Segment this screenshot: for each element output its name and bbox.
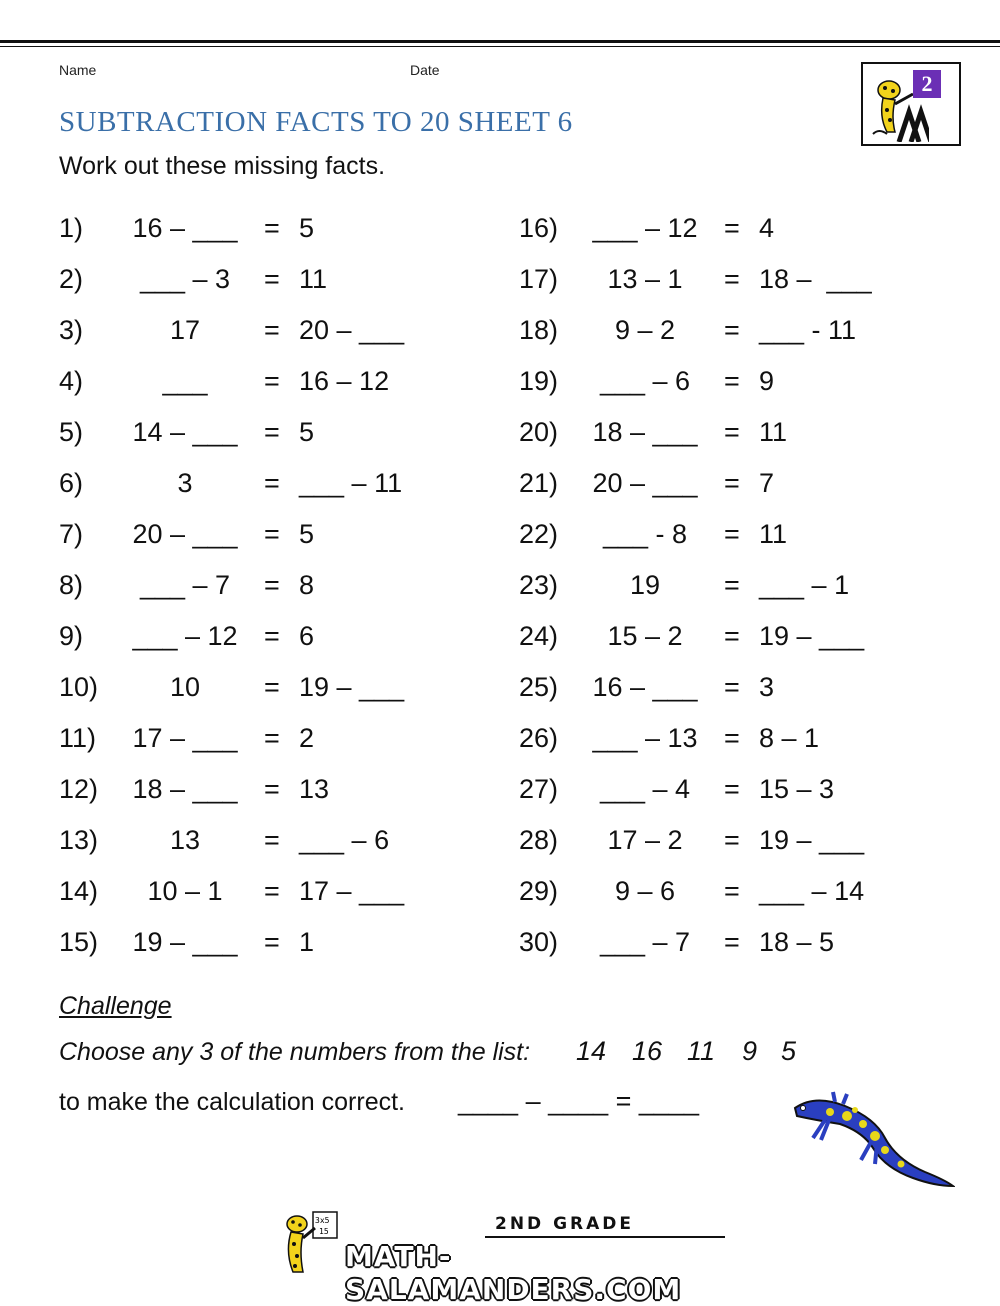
problem-number: 25) bbox=[519, 672, 559, 702]
problem-number: 24) bbox=[519, 621, 559, 651]
problem-left-side: ___ – 7 bbox=[599, 927, 691, 957]
problem-number: 3) bbox=[59, 315, 84, 345]
equals-sign: = bbox=[264, 468, 280, 498]
equals-sign: = bbox=[724, 213, 740, 243]
problem-right-side: 17 – ___ bbox=[299, 876, 405, 906]
problem-right-side: 11 bbox=[759, 519, 788, 549]
equals-sign: = bbox=[724, 570, 740, 600]
equals-sign: = bbox=[724, 417, 740, 447]
svg-text:15: 15 bbox=[319, 1227, 329, 1236]
problem-left-side: ___ – 12 bbox=[132, 621, 238, 651]
equals-sign: = bbox=[264, 774, 280, 804]
problem-right-side: 8 – 1 bbox=[759, 723, 820, 753]
challenge-number: 9 bbox=[742, 1036, 758, 1066]
challenge-instructions-2: to make the calculation correct. bbox=[59, 1088, 405, 1116]
problem-right-side: 8 bbox=[299, 570, 315, 600]
problem-number: 8) bbox=[59, 570, 84, 600]
problem-left-side: 17 – ___ bbox=[132, 723, 238, 753]
name-label: Name bbox=[59, 62, 97, 78]
grade-badge bbox=[861, 62, 961, 146]
problem-left-side: 16 – ___ bbox=[132, 213, 238, 243]
problem-left-side: 10 bbox=[169, 672, 201, 702]
problem-right-side: 11 bbox=[299, 264, 328, 294]
problem-left-side: ___ – 4 bbox=[599, 774, 691, 804]
problem-number: 15) bbox=[59, 927, 99, 957]
equals-sign: = bbox=[264, 315, 280, 345]
challenge-number: 5 bbox=[781, 1036, 797, 1066]
problem-number: 16) bbox=[519, 213, 559, 243]
problem-left-side: 15 – 2 bbox=[607, 621, 683, 651]
problem-right-side: 19 – ___ bbox=[299, 672, 405, 702]
problem-right-side: ___ – 11 bbox=[299, 468, 403, 498]
problem-number: 20) bbox=[519, 417, 559, 447]
challenge-instructions: Choose any 3 of the numbers from the list: bbox=[59, 1038, 531, 1066]
problem-left-side: 13 – 1 bbox=[607, 264, 683, 294]
problem-number: 29) bbox=[519, 876, 559, 906]
problem-right-side: 15 – 3 bbox=[759, 774, 835, 804]
top-rule bbox=[0, 40, 1000, 43]
problem-right-side: ___ - 11 bbox=[759, 315, 857, 345]
svg-text:3x5: 3x5 bbox=[315, 1216, 330, 1225]
problem-right-side: 4 bbox=[759, 213, 775, 243]
problem-number: 10) bbox=[59, 672, 99, 702]
problem-left-side: ___ – 7 bbox=[139, 570, 231, 600]
problem-right-side: ___ – 1 bbox=[759, 570, 850, 600]
problem-right-side: 7 bbox=[759, 468, 775, 498]
problem-left-side: ___ - 8 bbox=[602, 519, 688, 549]
problem-number: 23) bbox=[519, 570, 559, 600]
problem-number: 30) bbox=[519, 927, 559, 957]
problem-right-side: 1 bbox=[299, 927, 315, 957]
equals-sign: = bbox=[724, 672, 740, 702]
problem-right-side: 5 bbox=[299, 417, 315, 447]
problem-left-side: 17 – 2 bbox=[607, 825, 683, 855]
problem-number: 5) bbox=[59, 417, 84, 447]
challenge-heading: Challenge bbox=[59, 992, 172, 1020]
problem-right-side: 9 bbox=[759, 366, 775, 396]
problem-right-side: ___ – 14 bbox=[759, 876, 865, 906]
problem-number: 12) bbox=[59, 774, 99, 804]
problem-right-side: 19 – ___ bbox=[759, 621, 865, 651]
equals-sign: = bbox=[264, 723, 280, 753]
problem-right-side: 5 bbox=[299, 213, 315, 243]
challenge-number: 16 bbox=[632, 1036, 663, 1066]
equals-sign: = bbox=[724, 315, 740, 345]
problem-number: 6) bbox=[59, 468, 84, 498]
problem-left-side: ___ – 6 bbox=[599, 366, 691, 396]
problem-number: 21) bbox=[519, 468, 559, 498]
problem-number: 11) bbox=[59, 723, 97, 753]
equals-sign: = bbox=[724, 774, 740, 804]
problem-left-side: ___ bbox=[162, 366, 208, 396]
problem-left-side: ___ – 3 bbox=[139, 264, 231, 294]
problem-right-side: 13 bbox=[299, 774, 330, 804]
problem-left-side: 19 bbox=[629, 570, 661, 600]
footer-logo bbox=[275, 1210, 735, 1306]
footer-site: MATH-SALAMANDERS.COM bbox=[345, 1240, 682, 1306]
problem-number: 28) bbox=[519, 825, 559, 855]
problem-left-side: ___ – 13 bbox=[592, 723, 698, 753]
problem-right-side: 20 – ___ bbox=[299, 315, 405, 345]
instructions: Work out these missing facts. bbox=[59, 152, 386, 180]
problem-left-side: 13 bbox=[169, 825, 201, 855]
grade-number: 2 bbox=[913, 70, 941, 98]
challenge-number: 14 bbox=[576, 1036, 607, 1066]
problem-number: 4) bbox=[59, 366, 84, 396]
problem-right-side: 2 bbox=[299, 723, 315, 753]
problem-right-side: 16 – 12 bbox=[299, 366, 390, 396]
footer-grade: 2ND GRADE bbox=[495, 1214, 635, 1234]
problem-number: 2) bbox=[59, 264, 84, 294]
problem-left-side: 16 – ___ bbox=[592, 672, 698, 702]
equals-sign: = bbox=[724, 366, 740, 396]
problem-number: 22) bbox=[519, 519, 559, 549]
blue-salamander-icon bbox=[785, 1090, 955, 1190]
equals-sign: = bbox=[724, 825, 740, 855]
equals-sign: = bbox=[264, 264, 280, 294]
problem-left-side: 14 – ___ bbox=[132, 417, 238, 447]
problem-number: 27) bbox=[519, 774, 559, 804]
problem-number: 19) bbox=[519, 366, 559, 396]
problem-left-side: 18 – ___ bbox=[592, 417, 698, 447]
footer-underline bbox=[485, 1236, 725, 1238]
problem-right-side: ___ – 6 bbox=[299, 825, 390, 855]
problem-right-side: 18 – ___ bbox=[759, 264, 872, 294]
problem-number: 7) bbox=[59, 519, 84, 549]
problem-right-side: 19 – ___ bbox=[759, 825, 865, 855]
equals-sign: = bbox=[264, 366, 280, 396]
problem-right-side: 3 bbox=[759, 672, 775, 702]
problem-right-side: 6 bbox=[299, 621, 315, 651]
worksheet-title: SUBTRACTION FACTS TO 20 SHEET 6 bbox=[59, 106, 573, 138]
problem-number: 14) bbox=[59, 876, 99, 906]
problem-left-side: 20 – ___ bbox=[592, 468, 698, 498]
problem-right-side: 18 – 5 bbox=[759, 927, 835, 957]
problem-left-side: 18 – ___ bbox=[132, 774, 238, 804]
problem-number: 18) bbox=[519, 315, 559, 345]
problem-left-side: 17 bbox=[169, 315, 201, 345]
equals-sign: = bbox=[264, 417, 280, 447]
equals-sign: = bbox=[264, 672, 280, 702]
problem-number: 17) bbox=[519, 264, 559, 294]
date-label: Date bbox=[410, 62, 440, 78]
problem-number: 26) bbox=[519, 723, 559, 753]
equals-sign: = bbox=[724, 723, 740, 753]
equals-sign: = bbox=[724, 621, 740, 651]
problem-left-side: 9 – 2 bbox=[614, 315, 676, 345]
equals-sign: = bbox=[264, 519, 280, 549]
problem-number: 1) bbox=[59, 213, 84, 243]
equals-sign: = bbox=[724, 927, 740, 957]
problem-left-side: ___ – 12 bbox=[592, 213, 698, 243]
problem-left-side: 9 – 6 bbox=[614, 876, 676, 906]
problem-right-side: 11 bbox=[759, 417, 788, 447]
problem-number: 9) bbox=[59, 621, 84, 651]
challenge-calculation: ____ – ____ = ____ bbox=[458, 1086, 699, 1116]
problem-left-side: 3 bbox=[177, 468, 193, 498]
problem-left-side: 20 – ___ bbox=[132, 519, 238, 549]
problem-right-side: 5 bbox=[299, 519, 315, 549]
equals-sign: = bbox=[724, 519, 740, 549]
equals-sign: = bbox=[264, 621, 280, 651]
equals-sign: = bbox=[724, 468, 740, 498]
problem-left-side: 19 – ___ bbox=[132, 927, 238, 957]
salamander-logo-icon bbox=[275, 1210, 345, 1280]
equals-sign: = bbox=[264, 927, 280, 957]
problem-left-side: 10 – 1 bbox=[147, 876, 223, 906]
equals-sign: = bbox=[264, 876, 280, 906]
problem-number: 13) bbox=[59, 825, 99, 855]
equals-sign: = bbox=[724, 264, 740, 294]
equals-sign: = bbox=[724, 876, 740, 906]
equals-sign: = bbox=[264, 570, 280, 600]
equals-sign: = bbox=[264, 825, 280, 855]
challenge-number: 11 bbox=[687, 1036, 716, 1066]
top-rule-thin bbox=[0, 46, 1000, 47]
equals-sign: = bbox=[264, 213, 280, 243]
